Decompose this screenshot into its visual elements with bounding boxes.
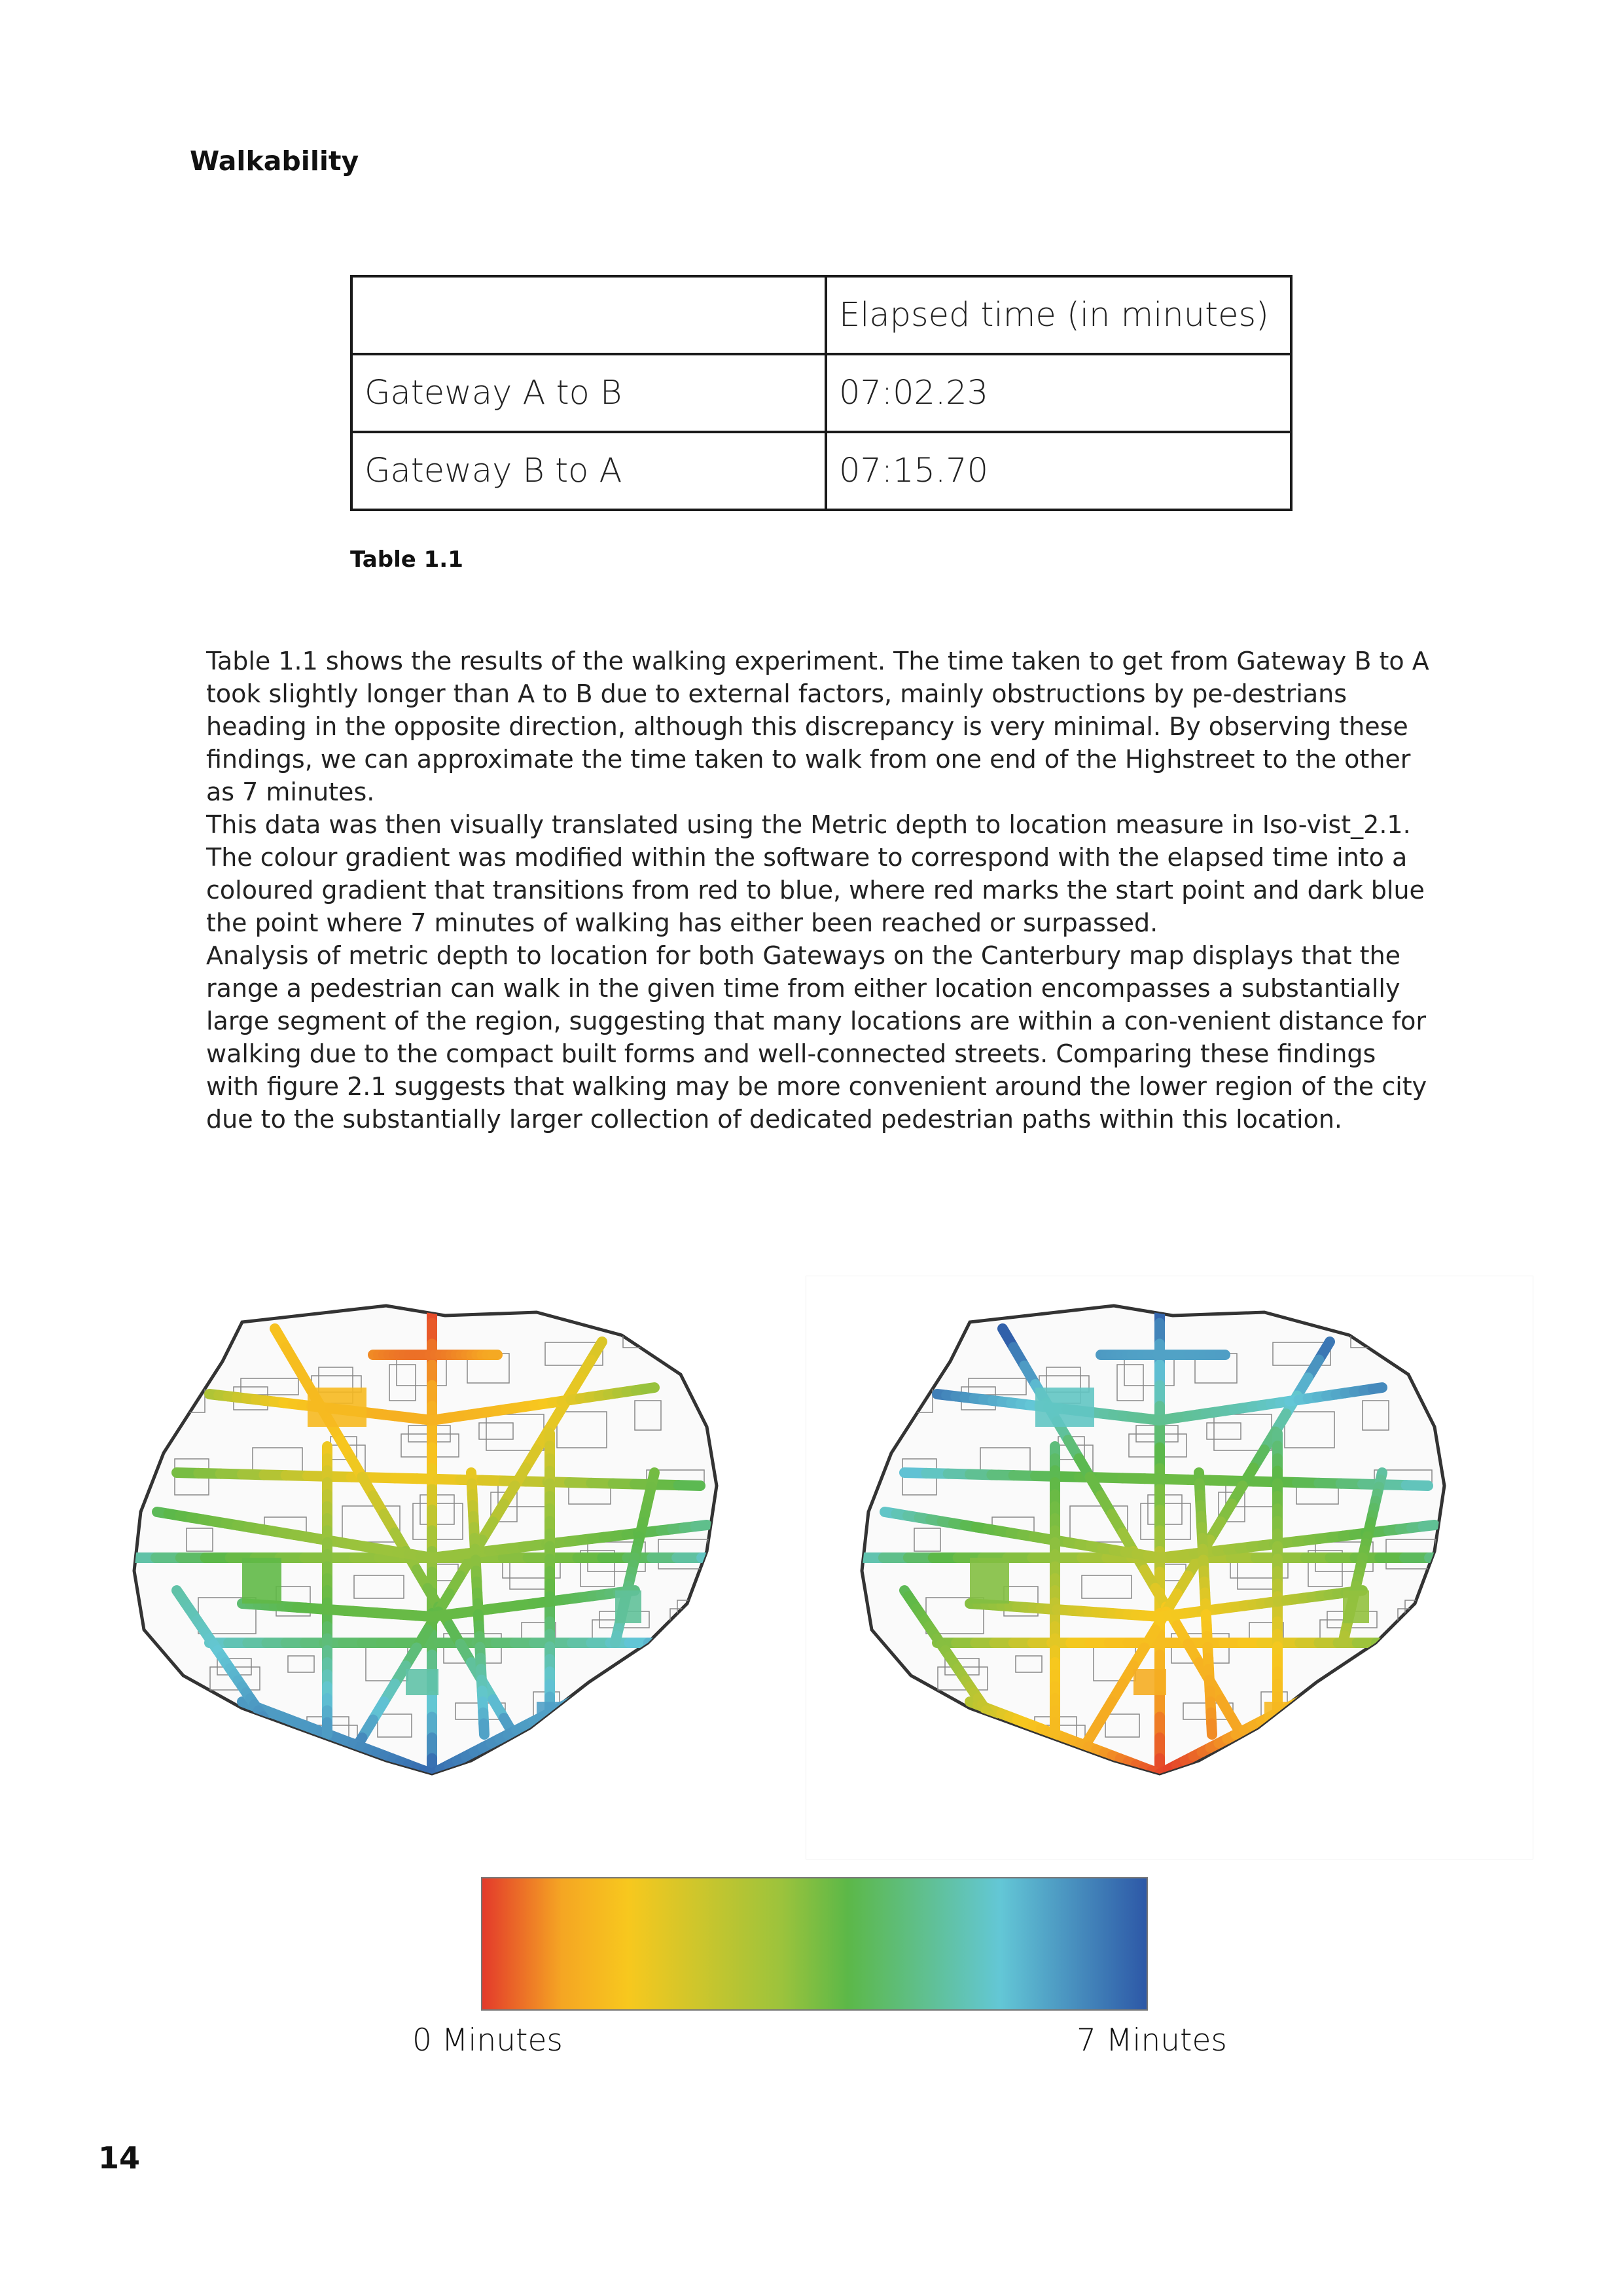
map-building xyxy=(872,1329,898,1345)
map-plaza xyxy=(406,1669,438,1695)
map-building xyxy=(879,1739,929,1775)
section-heading: Walkability xyxy=(190,145,359,177)
map-street-segment xyxy=(626,1669,635,1674)
map-street-segment xyxy=(615,1636,617,1643)
map-plaza xyxy=(970,1558,1009,1604)
color-gradient-legend xyxy=(481,1877,1148,2011)
map-street-segment xyxy=(271,1729,275,1734)
map-plaza xyxy=(1035,1388,1094,1427)
map-street-segment xyxy=(584,1691,593,1695)
map-building xyxy=(689,1670,747,1693)
table-cell-route: Gateway B to A xyxy=(351,432,826,510)
map-street-segment xyxy=(1243,1736,1254,1755)
map-street-segment xyxy=(340,1756,351,1774)
table-cell-time: 07:02.23 xyxy=(826,354,1291,432)
table-caption: Table 1.1 xyxy=(350,547,463,573)
table-row xyxy=(351,354,1291,432)
map-street-segment xyxy=(1354,1669,1363,1674)
map-street-segment xyxy=(995,1723,999,1729)
map-plaza xyxy=(1343,1590,1369,1623)
map-building xyxy=(222,1736,264,1772)
legend-max-label: 7 Minutes xyxy=(1077,2022,1227,2058)
map-building xyxy=(957,1728,983,1757)
table-header-cell-elapsed: Elapsed time (in minutes) xyxy=(826,276,1291,354)
map-building xyxy=(1417,1670,1474,1693)
map-building xyxy=(229,1728,255,1757)
page-number: 14 xyxy=(98,2140,141,2176)
body-text xyxy=(206,645,1436,1136)
paragraph: This data was then visually translated using the Metric depth to location measure in Iso-vist_2.1. The colour gradient was modified within the software to correspond with the elapsed time into a coloured gradient that transitions from red to blue, where red marks the start point and dark blue the point where 7 minutes of walking has either been reached or surpassed. xyxy=(206,810,1425,937)
map-street-segment xyxy=(1337,1677,1346,1682)
map-street-segment xyxy=(267,1723,271,1729)
gateway-b-map-graphic xyxy=(806,1276,1533,1859)
map-street-segment xyxy=(609,1677,618,1682)
map-street-segment xyxy=(1329,1682,1337,1687)
map-plaza xyxy=(1133,1669,1166,1695)
map-street-segment xyxy=(526,1755,537,1774)
map-street-segment xyxy=(645,1388,654,1389)
map-street-segment xyxy=(1211,1723,1212,1734)
results-table xyxy=(350,275,1293,511)
map-building xyxy=(611,1681,653,1710)
map-street-segment xyxy=(1295,1700,1304,1704)
map-street-segment xyxy=(1343,1636,1345,1643)
map-plaza xyxy=(308,1388,366,1427)
map-street-segment xyxy=(576,1695,584,1700)
table-cell-route: Gateway A to B xyxy=(351,354,826,432)
map-street-segment xyxy=(1253,1755,1264,1774)
table-header-row xyxy=(351,276,1291,354)
gateway-a-map-graphic xyxy=(79,1276,805,1859)
map-building xyxy=(1339,1681,1381,1710)
map-street-segment xyxy=(999,1729,1003,1734)
map-building xyxy=(151,1739,201,1775)
paragraph: Table 1.1 shows the results of the walking experiment. The time taken to get from Gateway B to A took slightly longer than A to B due to external factors, mainly obstructions by pe-destrians heading in the opposite direction, although this discrepancy is very minimal. By observing these findings, we can approximate the time taken to walk from one end of the Highstreet to the other as 7 minutes. xyxy=(206,647,1429,806)
map-street-segment xyxy=(679,1485,700,1486)
map-street-segment xyxy=(1320,1687,1329,1691)
paragraph: Analysis of metric depth to location for both Gateways on the Canterbury map displays that the range a pedestrian can walk in the given time from either location encompasses a substantially large segment of the region, suggesting that many locations are within a con-venient distance for walking due to the compact built forms and well-connected streets. Comparing these findings with figure 2.1 suggests that walking may be more convenient around the lower region of the city due to the substantially larger collection of dedicated pedestrian paths within this location. xyxy=(206,941,1427,1134)
map-street-segment xyxy=(592,1687,601,1691)
map-building xyxy=(950,1736,991,1772)
gateway-b-map xyxy=(806,1276,1533,1859)
table-header-cell-empty xyxy=(351,276,826,354)
map-street-segment xyxy=(618,1674,626,1678)
map-building xyxy=(1410,1678,1444,1708)
table-row xyxy=(351,432,1291,510)
map-street-segment xyxy=(1312,1691,1321,1695)
legend-min-label: 0 Minutes xyxy=(412,2022,563,2058)
map-street-segment xyxy=(1406,1485,1428,1486)
map-street-segment xyxy=(696,1525,707,1526)
map-plaza xyxy=(242,1558,281,1604)
gateway-a-map xyxy=(79,1276,805,1859)
map-building xyxy=(682,1678,716,1708)
table-cell-time: 07:15.70 xyxy=(826,432,1291,510)
map-plaza xyxy=(615,1590,641,1623)
map-street-segment xyxy=(1423,1525,1435,1526)
map-street-segment xyxy=(515,1736,526,1755)
map-street-segment xyxy=(1373,1388,1382,1389)
map-street-segment xyxy=(1304,1695,1312,1700)
map-street-segment xyxy=(1346,1674,1354,1678)
map-street-segment xyxy=(567,1700,576,1704)
map-street-segment xyxy=(1068,1756,1079,1774)
map-street-segment xyxy=(601,1682,609,1687)
map-building xyxy=(144,1329,170,1345)
